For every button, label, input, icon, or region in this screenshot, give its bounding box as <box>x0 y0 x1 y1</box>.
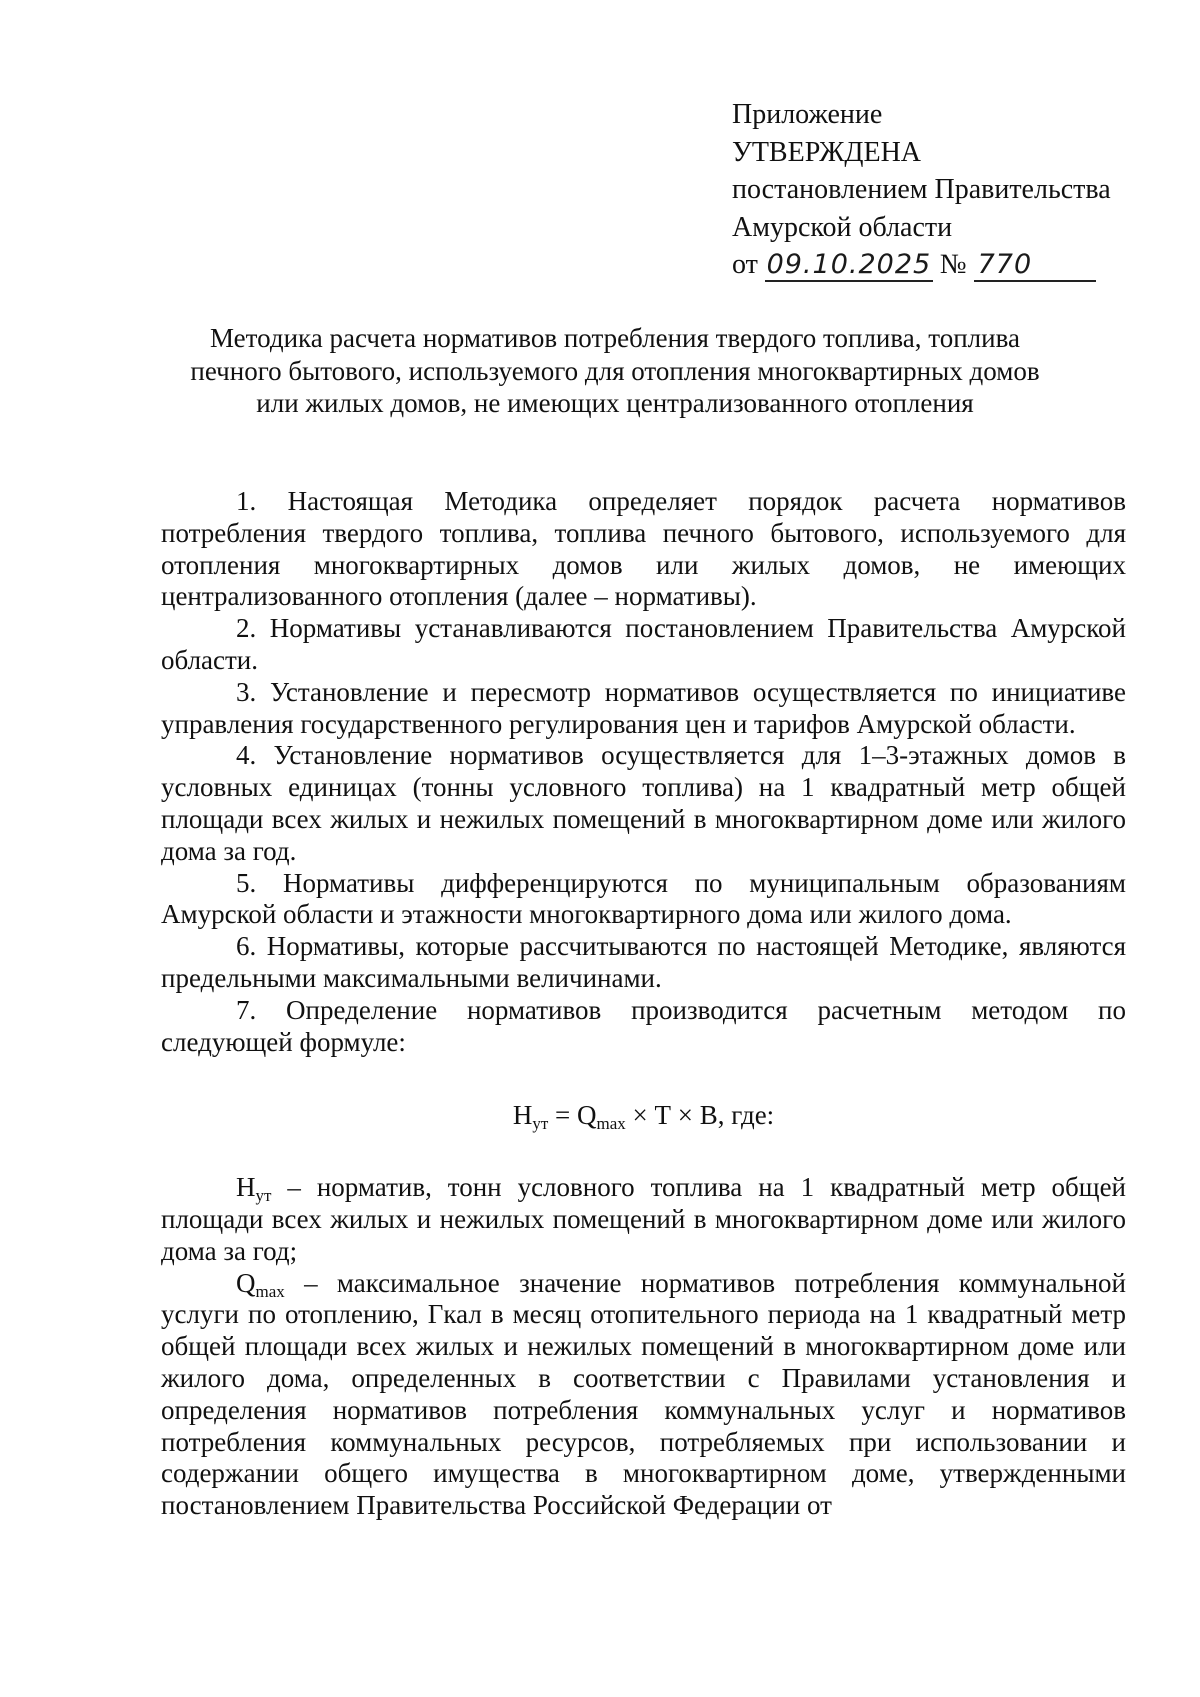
approval-block <box>732 96 1162 284</box>
formula-rest: × Т × В, где: <box>625 1100 775 1131</box>
paragraph-2: 2. Нормативы устанавливаются постановлением Правительства Амурской области. <box>161 613 1126 675</box>
paragraph-4: 4. Установление нормативов осуществляется для 1–3-этажных домов в условных единицах (тонны условного топлива) на 1 квадратный метр общей площади всех жилых и нежилых помещений в многоквартирном доме или жилого дома за год. <box>161 740 1126 866</box>
title-line-1: Методика расчета нормативов потребления твердого топлива, топлива <box>210 323 1020 353</box>
formula-h: Н <box>512 1100 533 1131</box>
paragraph-3: 3. Установление и пересмотр нормативов осуществляется по инициативе управления государственного регулирования цен и тарифов Амурской области. <box>161 676 1126 739</box>
definition-h <box>161 1172 1126 1267</box>
number-label: № <box>939 249 967 280</box>
formula-q-subscript: max <box>596 1114 626 1134</box>
definition-h-subscript: ут <box>255 1186 272 1206</box>
definition-h-symbol: Н <box>236 1172 256 1203</box>
date-number-line <box>732 246 1162 284</box>
paragraph-1: 1. Настоящая Методика определяет порядок расчета нормативов потребления твердого топлива, топлива печного бытового, используемого для отопления многоквартирных домов или жилых домов, не имеющих централизованного отопления (далее – нормативы). <box>161 486 1126 612</box>
approved-label: УТВЕРЖДЕНА <box>732 136 922 168</box>
definition-q-subscript: max <box>255 1281 285 1301</box>
definition-q-text: – максимальное значение нормативов потребления коммунальной услуги по отоплению, Гкал в месяц отопительного периода на 1 квадратный метр общей площади всех жилых и нежилых помещений в многоквартирном доме или жилого дома, определенных в соответствии с Правилами установления и определения нормативов потребления коммунальных услуг и нормативов потребления коммунальных ресурсов, потребляемых при использовании и содержании общего имущества в многоквартирном доме, утвержденными постановлением Правительства Российской Федерации от <box>161 1267 1126 1521</box>
formula-h-subscript: ут <box>532 1114 549 1134</box>
paragraph-7: 7. Определение нормативов производится расчетным методом по следующей формуле: <box>161 994 1126 1057</box>
formula-eq-q: = Q <box>548 1100 597 1131</box>
paragraph-5: 5. Нормативы дифференцируются по муниципальным образованиям Амурской области и этажности многоквартирного дома или жилого дома. <box>161 867 1126 930</box>
paragraph-6: 6. Нормативы, которые рассчитываются по настоящей Методике, являются предельными максимальными величинами. <box>161 931 1126 993</box>
handwritten-number: 770 <box>974 250 1096 282</box>
title-line-2: печного бытового, используемого для отопления многоквартирных домов <box>190 355 1040 386</box>
definition-q <box>161 1268 1126 1522</box>
approved-by: постановлением Правительства <box>732 174 1111 205</box>
definition-q-symbol: Q <box>236 1267 256 1298</box>
handwritten-date: 09.10.2025 <box>766 249 932 280</box>
title-line-3: или жилых домов, не имеющих централизованного отопления <box>256 388 974 418</box>
formula <box>161 1100 1126 1132</box>
document-body <box>161 486 1126 1522</box>
region-name: Амурской области <box>732 211 953 243</box>
from-label: от <box>732 249 758 280</box>
definition-h-text: – норматив, тонн условного топлива на 1 квадратный метр общей площади всех жилых и нежилых помещений в многоквартирном доме или жилого дома за год; <box>161 1172 1126 1266</box>
annex-label: Приложение <box>732 99 883 130</box>
document-title <box>160 322 1070 420</box>
